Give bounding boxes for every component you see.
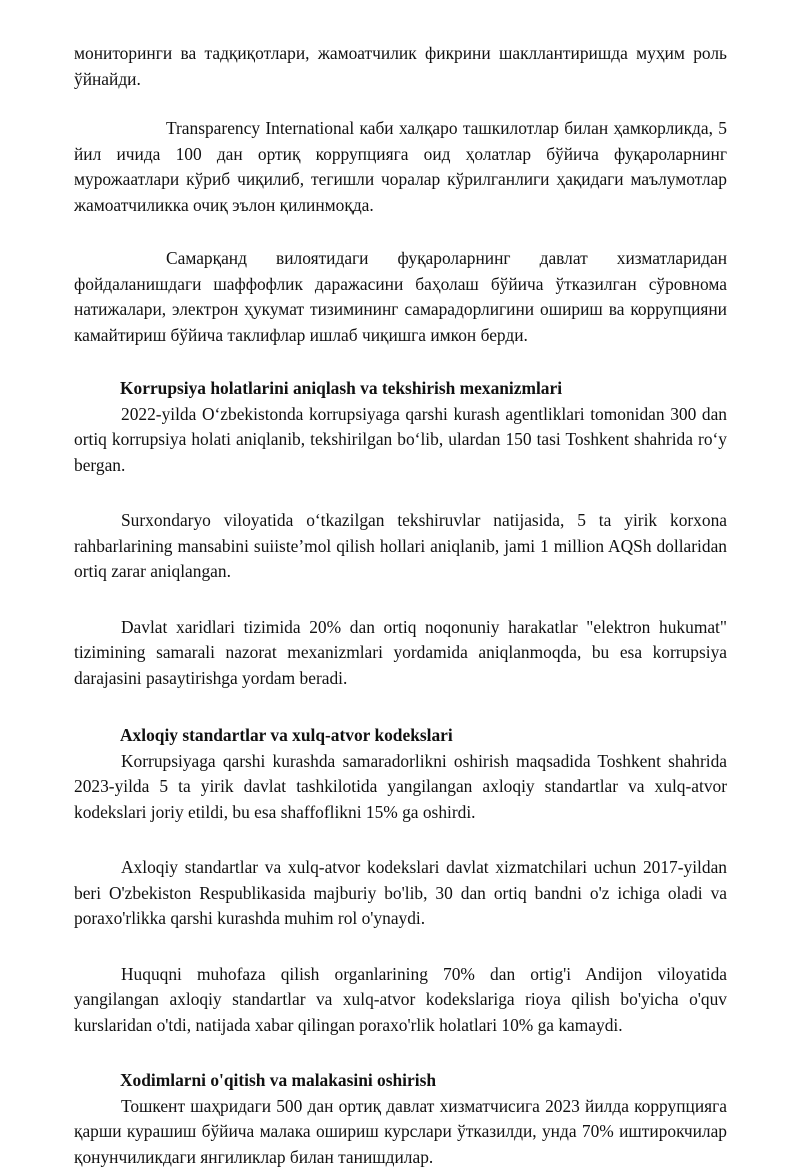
section-1-paragraph-3: Davlat xaridlari tizimida 20% dan ortiq noqonuniy harakatlar "elektron hukumat" tizimining samarali nazorat mexanizmlari yordamida aniqlanmoqda, bu esa korrupsiya darajasini pasaytirishga yordam beradi. (74, 615, 727, 692)
section-heading-axloqiy: Axloqiy standartlar va xulq-atvor kodekslari (74, 723, 727, 749)
section-2-paragraph-2: Axloqiy standartlar va xulq-atvor kodekslari davlat xizmatchilari uchun 2017-yildan beri O'zbekiston Respublikasida majburiy bo'lib, 30 dan ortiq bandni o'z ichiga oladi va poraxo'rlikka qarshi kurashda muhim rol o'ynaydi. (74, 855, 727, 932)
section-2-paragraph-1: Korrupsiyaga qarshi kurashda samaradorlikni oshirish maqsadida Toshkent shahrida 2023-yilda 5 ta yirik davlat tashkilotida yangilangan axloqiy standartlar va xulq-atvor kodekslari joriy etildi, bu esa shaffoflikni 15% ga oshirdi. (74, 749, 727, 826)
paragraph-continuation: мониторинги ва тадқиқотлари, жамоатчилик фикрини шакллантиришда муҳим роль ўйнайди. (74, 41, 727, 92)
paragraph-samarkand: Самарқанд вилоятидаги фуқароларнинг давлат хизматларидан фойдаланишдаги шаффофлик даражасини баҳолаш бўйича ўтказилган сўровнома натижалари, электрон ҳукумат тизимининг самарадорлигини ошириш ва коррупцияни камайтириш бўйича таклифлар ишлаб чиқишга имкон берди. (74, 246, 727, 348)
section-heading-korrupsiya: Korrupsiya holatlarini aniqlash va tekshirish mexanizmlari (74, 376, 727, 402)
section-1-paragraph-1: 2022-yilda O‘zbekistonda korrupsiyaga qarshi kurash agentliklari tomonidan 300 dan ortiq korrupsiya holati aniqlanib, tekshirilgan bo‘lib, ulardan 150 tasi Toshkent shahrida ro‘y bergan. (74, 402, 727, 479)
paragraph-transparency: Transparency International каби халқаро ташкилотлар билан ҳамкорликда, 5 йил ичида 100 дан ортиқ коррупцияга оид ҳолатлар бўйича фуқароларнинг мурожаатлари кўриб чиқилиб, тегишли чоралар кўрилганлиги ҳақидаги маълумотлар жамоатчиликка очиқ эълон қилинмоқда. (74, 116, 727, 218)
section-heading-xodimlar: Xodimlarni o'qitish va malakasini oshirish (74, 1068, 727, 1094)
section-2-paragraph-3: Huquqni muhofaza qilish organlarining 70% dan ortig'i Andijon viloyatida yangilangan axloqiy standartlar va xulq-atvor kodekslariga rioya qilish bo'yicha o'quv kurslaridan o'tdi, natijada xabar qilingan poraxo'rlik holatlari 10% ga kamaydi. (74, 962, 727, 1039)
section-1-paragraph-2: Surxondaryo viloyatida o‘tkazilgan tekshiruvlar natijasida, 5 ta yirik korxona rahbarlarining mansabini suiiste’mol qilish hollari aniqlanib, jami 1 million AQSh dollaridan ortiq zarar aniqlangan. (74, 508, 727, 585)
section-3-paragraph-1: Тошкент шаҳридаги 500 дан ортиқ давлат хизматчисига 2023 йилда коррупцияга қарши курашиш бўйича малака ошириш курслари ўтказилди, унда 70% иштирокчилар қонунчиликдаги янгиликлар билан танишдилар. (74, 1094, 727, 1170)
